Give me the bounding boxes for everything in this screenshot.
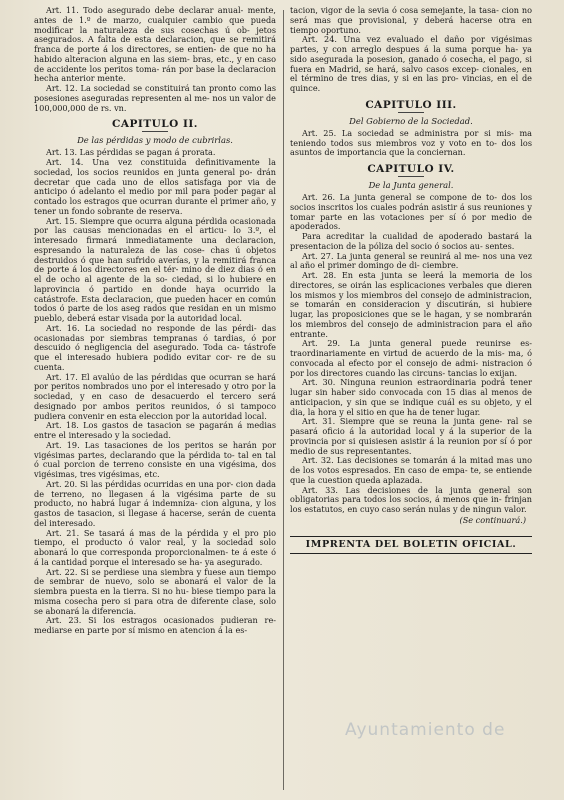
imprint-footer: IMPRENTA DEL BOLETIN OFICIAL. [290, 536, 532, 554]
article-paragraph: tacion, vigor de la sevia ó cosa semejante, la tasa- cion no será mas que provisional, y deberá hacerse otra en tiempo oportuno. [290, 5, 532, 35]
article-paragraph: Art. 24. Una vez evaluado el daño por vigésimas partes, y con arreglo despues á la suma porque ha- ya sido asegurada la posesion, ganado ó cosecha, el pago, si fuera en Madrid, se hará, salvo casos excep- cionales, en el término de tres dias, y si en las pro- vincias, en el de quince. [290, 34, 532, 93]
continued-note: (Se continuará.) [459, 514, 526, 525]
right-column-body [290, 6, 532, 515]
article-paragraph: Art. 26. La junta general se compone de to- dos los socios inscritos los cuales podrán asistir á sus reuniones y tomar parte en las votaciones per sí ó por medio de apoderados. [290, 192, 532, 232]
article-paragraph: Art. 22. Si se perdiese una siembra y fuese aun tiempo de sembrar de nuevo, solo se abonará el valor de la siembra puesta en la tierra. Si no hu- biese tiempo para la misma cosecha pero si para otra de diferente clase, solo se abonará la diferencia. [34, 566, 276, 616]
article-paragraph: Art. 11. Todo asegurado debe declarar anual- mente, antes de 1.º de marzo, cualquier cambio que pueda modificar la naturaleza de sus cosechas ú ob- jetos asegurados. A falta de esta declaracion, que se remitirá franca de porte á los directores, se entien- de que no ha habido alteracion alguna en las siem- bras, etc., y en caso de accidente los peritos toma- rán por base la declaracion hecha anterior mente. [34, 5, 276, 84]
article-paragraph: Art. 12. La sociedad se constituirá tan pronto como las posesiones aseguradas representen al me- nos un valor de 100,000,000 de rs. vn. [34, 83, 276, 113]
article-paragraph: Art. 16. La sociedad no responde de las pérdi- das ocasionadas por siembras tempranas ó tardias, ó por descuido ó negligencia del asegurado. Toda ca- tástrofe que el interesado hubiera podido evitar cor- re de su cuenta. [34, 322, 276, 372]
article-paragraph: Art. 29. La junta general puede reunirse es- traordinariamente en virtud de acuerdo de la mis- ma, ó convocada al efecto por el consejo de admi- nistracion ó por los directores cuando las circuns- tancias lo exijan. [290, 338, 532, 378]
chapter-heading: CAPITULO II. [112, 118, 198, 131]
article-paragraph: Art. 15. Siempre que ocurra alguna pérdida ocasionada por las causas mencionadas en el articu- lo 3.º, el interesado firmará inmediatamente una declaracion, espresando la naturaleza de las cose- chas ú objetos destruidos ó que han sufrido averías, y la remitirá franca de porte á los directores en el tér- mino de diez dias ó en el de ocho al agente de la so- ciedad, si lo hubiere en laprovincia ó partido en donde haya ocurrido la catástrofe. Esta declaracion, que pueden hacer en común todos ó parte de los aseg rados que residan en un mismo pueblo, deberá estar visada por la autoridad local. [34, 215, 276, 323]
left-column [34, 6, 276, 636]
article-paragraph: Art. 18. Los gastos de tasacion se pagarán á medias entre el interesado y la sociedad. [34, 420, 276, 440]
article-paragraph: Para acreditar la cualidad de apoderado bastará la presentacion de la póliza del socio ó socios au- sentes. [290, 231, 532, 251]
article-paragraph: Art. 27. La junta general se reunirá al me- nos una vez al año el primer domingo de di- ciembre. [290, 250, 532, 271]
article-paragraph: Art. 17. El avalúo de las pérdidas que ocurran se hará por peritos nombrados uno por el interesado y otro por la sociedad, y en caso de desacuerdo el tercero será designado por ambos peritos reunidos, ó si tampoco pudiera convenir en esta eleccion por la autoridad local. [34, 371, 276, 421]
article-paragraph: Art. 21. Se tasará á mas de la pérdida y el pro pio tiempo, el producto ó valor real, y la sociedad solo abonará lo que corresponda proporcionalmen- te á este ó á la cantidad porque el interesado se ha- ya asegurado. [34, 527, 276, 567]
heading-rule [142, 131, 168, 132]
chapter-subtitle: Del Gobierno de la Sociedad. [349, 115, 473, 126]
article-paragraph: Art. 23. Si los estragos ocasionados pudieran re- mediarse en parte por sí mismo en atencion á la es- [34, 615, 276, 635]
heading-rule [398, 112, 424, 113]
article-paragraph: Art. 30. Ninguna reunion estraordinaria podrá tener lugar sin haber sido convocada con 15 dias al menos de anticipacion, y sin que se indique cuál es su objeto, y el dia, la hora y el sitio en que ha de tener lugar. [290, 377, 532, 417]
right-column [290, 6, 532, 554]
article-paragraph: Art. 20. Si las pérdidas ocurridas en una por- cion dada de terreno, no llegasen á la vigésima parte de su producto, no habrá lugar á indemniza- cion alguna, y los gastos de tasacion, si llegase á hacerse, serán de cuenta del interesado. [34, 478, 276, 528]
article-paragraph: Art. 14. Una vez constituida definitivamente la sociedad, los socios reunidos en junta general po- drán decretar que cada uno de ellos satisfaga por via de anticipo ó adelanto el medio por mil para poder pagar al contado los estragos que ocurran durante el primer año, y tener un fondo sobrante de reserva. [34, 157, 276, 216]
article-paragraph: Art. 19. Las tasaciones de los peritos se harán por vigésimas partes, declarando que la pérdida to- tal en tal ó cual porcion de terreno consiste en una vigésima, dos vigésimas, tres vigésimas, etc. [34, 439, 276, 479]
article-paragraph: Art. 31. Siempre que se reuna la junta gene- ral se pasará oficio á la autoridad local y á la superior de la provincia por si quisiesen asistir á la reunion por sí ó por medio de sus representantes. [290, 416, 532, 456]
chapter-heading: CAPITULO III. [365, 98, 457, 111]
chapter-subtitle: De la Junta general. [368, 180, 454, 190]
article-paragraph: Art. 13. Las pérdidas se pagan á prorata. [46, 147, 216, 158]
watermark-text: Ayuntamiento de [345, 720, 506, 740]
article-paragraph: Art. 28. En esta junta se leerá la memoria de los directores, se oirán las esplicaciones verbales que dieren los mismos y los miembros del consejo de administracion, se tomarán en consideracion y discutirán, si hubiere lugar, las proposiciones que se le hagan, y se nombrarán los miembros del consejo de administracion para el año entrante. [290, 270, 532, 339]
article-paragraph: Art. 32. Las decisiones se tomarán á la mitad mas uno de los votos espresados. En caso de empa- te, se entiende que la cuestion queda aplazada. [290, 455, 532, 485]
column-divider [283, 10, 284, 790]
chapter-heading: CAPITULO IV. [367, 163, 455, 175]
heading-rule [398, 176, 424, 177]
article-paragraph: Art. 33. Las decisiones de la junta general son obligatorias para todos los socios, á menos que in- frinjan los estatutos, en cuyo caso serán nulas y de ningun valor. [290, 484, 532, 514]
chapter-subtitle: De las pérdidas y modo de cubrirlas. [77, 135, 233, 146]
article-paragraph: Art. 25. La sociedad se administra por si mis- ma teniendo todos sus miembros voz y voto en to- dos los asuntos de importancia que la conciernan. [290, 127, 532, 158]
